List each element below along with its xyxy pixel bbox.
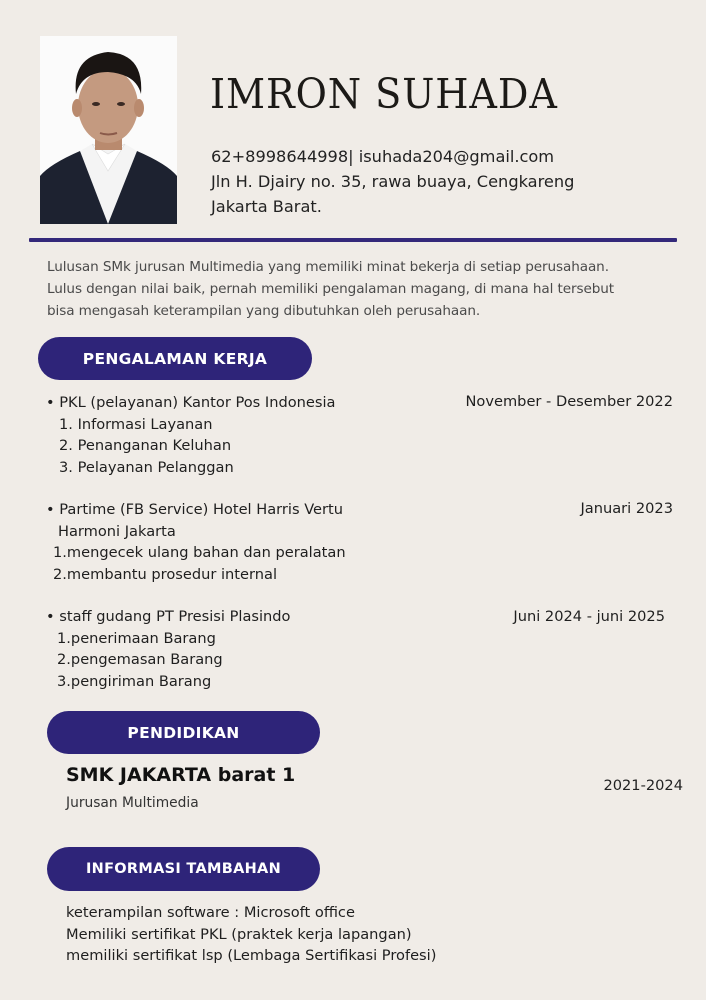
job-task: 2.pengemasan Barang bbox=[57, 651, 223, 668]
address-line-1: Jln H. Djairy no. 35, rawa buaya, Cengkareng bbox=[211, 172, 575, 191]
job-tasks bbox=[46, 628, 291, 693]
job-title-continued: Harmoni Jakarta bbox=[58, 522, 176, 540]
profile-photo bbox=[40, 36, 177, 224]
job-date: Januari 2023 bbox=[580, 500, 673, 517]
job-title: • PKL (pelayanan) Kantor Pos Indonesia bbox=[46, 394, 336, 411]
job-date: Juni 2024 - juni 2025 bbox=[513, 608, 665, 625]
header-divider bbox=[29, 238, 677, 242]
section-heading-education bbox=[47, 711, 320, 754]
job-task: 3. Pelayanan Pelanggan bbox=[59, 458, 234, 476]
education-years: 2021-2024 bbox=[603, 777, 683, 794]
job-task: 1.mengecek ulang bahan dan peralatan bbox=[53, 544, 346, 561]
additional-info-list bbox=[66, 902, 436, 967]
job-task: 2.membantu prosedur internal bbox=[53, 565, 278, 583]
section-heading-label: PENGALAMAN KERJA bbox=[82, 349, 268, 368]
summary-line: bisa mengasah keterampilan yang dibutuhkan oleh perusahaan. bbox=[47, 303, 481, 319]
job-task: 3.pengiriman Barang bbox=[57, 672, 212, 690]
additional-info-item: Memiliki sertifikat PKL (praktek kerja lapangan) bbox=[66, 925, 412, 943]
person-portrait-icon bbox=[40, 36, 177, 224]
candidate-name: IMRON SUHADA bbox=[210, 70, 558, 118]
job-task: 1.penerimaan Barang bbox=[57, 629, 216, 647]
job-task: 1. Informasi Layanan bbox=[59, 415, 213, 433]
section-heading-additional-info bbox=[47, 847, 320, 891]
job-entry bbox=[46, 499, 346, 585]
job-task: 2. Penanganan Keluhan bbox=[59, 437, 232, 454]
section-heading-label: INFORMASI TAMBAHAN bbox=[85, 861, 282, 877]
section-heading-label: PENDIDIKAN bbox=[127, 723, 240, 742]
job-title: • staff gudang PT Presisi Plasindo bbox=[46, 608, 291, 625]
section-heading-experience bbox=[38, 337, 312, 380]
job-entry bbox=[46, 392, 336, 478]
profile-summary bbox=[47, 256, 677, 322]
summary-line: Lulusan SMk jurusan Multimedia yang memiliki minat bekerja di setiap perusahaan. bbox=[47, 259, 609, 275]
additional-info-item: memiliki sertifikat lsp (Lembaga Sertifikasi Profesi) bbox=[66, 947, 437, 964]
job-tasks bbox=[46, 542, 346, 585]
contact-info bbox=[211, 144, 574, 219]
job-date: November - Desember 2022 bbox=[465, 393, 673, 410]
address-line-2: Jakarta Barat. bbox=[211, 197, 322, 216]
additional-info-item: keterampilan software : Microsoft office bbox=[66, 904, 355, 921]
school-major: Jurusan Multimedia bbox=[66, 795, 199, 811]
job-title: • Partime (FB Service) Hotel Harris Vertu bbox=[46, 501, 344, 518]
summary-line: Lulus dengan nilai baik, pernah memiliki pengalaman magang, di mana hal tersebut bbox=[47, 281, 614, 297]
school-name: SMK JAKARTA barat 1 bbox=[66, 764, 296, 786]
job-entry bbox=[46, 606, 291, 692]
phone-email: 62+8998644998| isuhada204@gmail.com bbox=[211, 147, 555, 166]
job-tasks bbox=[46, 414, 336, 479]
